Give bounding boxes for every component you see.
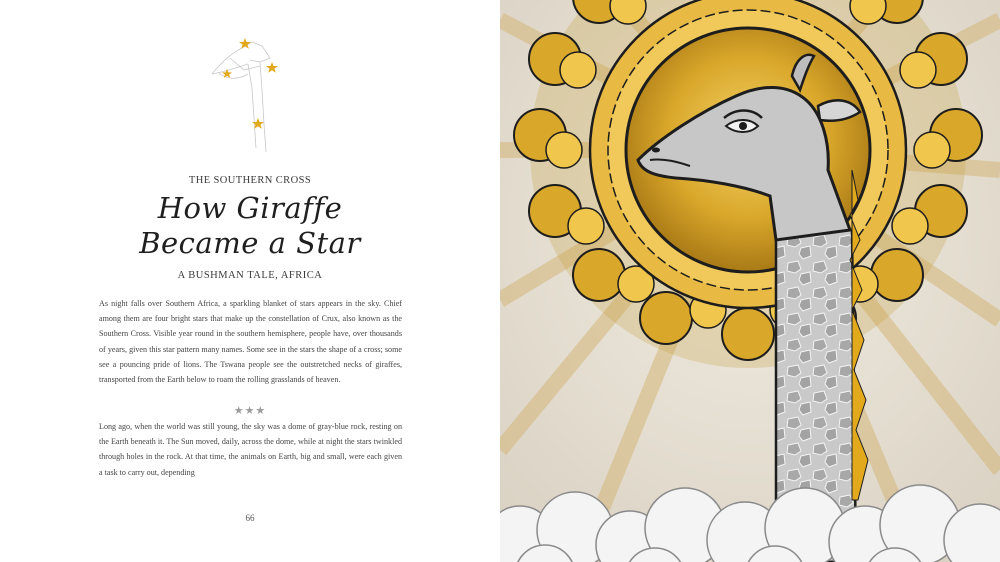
three-stars-icon: ★★★	[233, 404, 267, 417]
chapter-title-line1: How Giraffe	[157, 191, 343, 225]
page-number: 66	[245, 513, 255, 523]
giraffe-sun-illustration	[500, 0, 1000, 562]
body-paragraph-1: As night falls over Southern Africa, a sparkling blanket of stars appears in the sky. Chief among them are four bright stars that make up the constellation of Crux, also known as the Southern Cross. Visible year round in the southern hemisphere, people have, over thousands of years, given this star pattern many names. Some see in the stars the shape of a cross; some see a pouncing pride of lions. The Tswana people see the outstretched necks of giraffes, transported from the Earth below to roam the rolling grasslands of heaven.	[99, 299, 402, 385]
giraffe-constellation-icon	[190, 28, 300, 164]
chapter-subtitle: A BUSHMAN TALE, AFRICA	[177, 270, 323, 281]
right-page	[500, 0, 1000, 562]
chapter-kicker: THE SOUTHERN CROSS	[188, 175, 312, 186]
body-paragraph-2: Long ago, when the world was still young, the sky was a dome of gray-blue rock, resting on the Earth beneath it. The Sun moved, daily, across the dome, while at night the stars twinkled through holes in the rock. At that time, the animals on Earth, big and small, were each given a task to carry out, depending	[99, 422, 402, 477]
chapter-title-line2: Became a Star	[139, 226, 361, 260]
